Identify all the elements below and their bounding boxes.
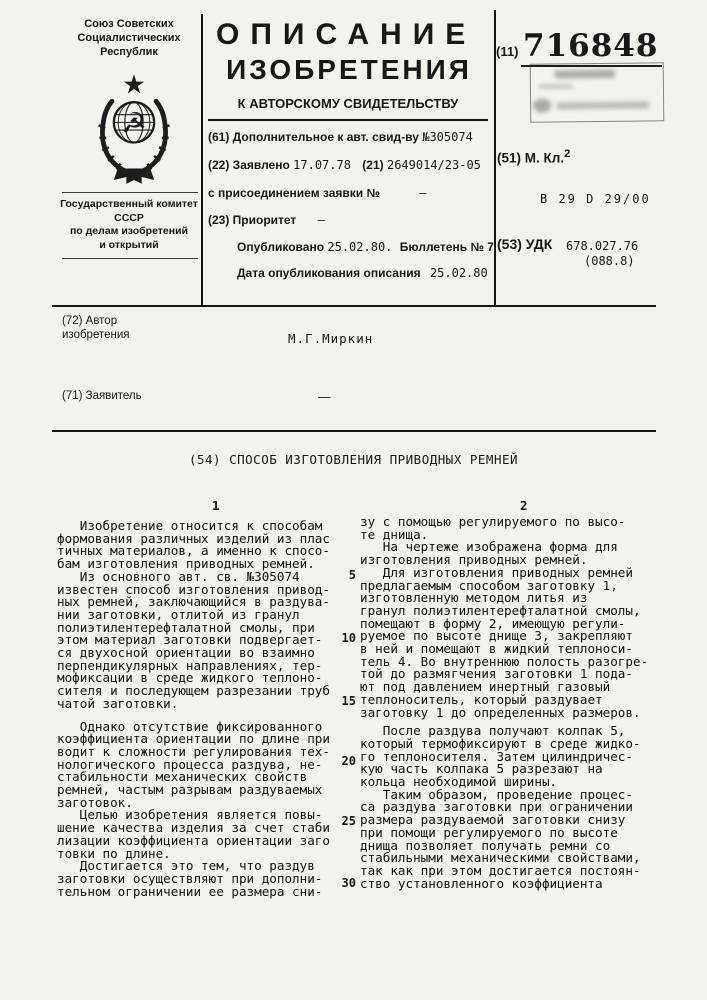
udk-value: 678.027.76 (566, 239, 639, 253)
body-column-2-part-1: зу с помощью регулируемого по высо- те днища. На чертеже изображена форма для изготовления приводных ремней. Для изготовления приводных ремней предлагаемым способом заготовку 1, изготовленную методом литья из гранул полиэтилентерефталатной смолы, помещают в форму 2, имеющую регули- руемое по высоте днище 3, закрепляют в ней и помещают в жидкий теплоноси- тель 4. Во внутреннюю полость разогре- той до размягчения заготовки 1 пода- ют под давлением инертный газовый теплоноситель, который раздувает заготовку 1 до определенных размеров. (360, 514, 649, 720)
header-divider-left (201, 14, 203, 306)
body-column-2 (360, 516, 648, 890)
bib-desc-date-value: 25.02.80 (429, 266, 488, 280)
column-2-number: 2 (520, 498, 528, 513)
bib-field-21-value: 2649014/23-05 (386, 158, 481, 172)
bib-desc-date-label: Дата опубликования описания (237, 266, 421, 280)
pub-number: 716848 (521, 28, 662, 67)
committee-name: Государственный комитет СССР по делам изобретений и открытий (60, 198, 198, 251)
svg-text:☭: ☭ (121, 105, 147, 140)
horizontal-rule-top (52, 305, 656, 307)
bib-field-attach-label: с присоединением заявки № (208, 186, 380, 200)
bib-field-61 (208, 130, 473, 144)
doc-subtitle: К АВТОРСКОМУ СВИДЕТЕЛЬСТВУ (208, 96, 488, 121)
line-number-20: 20 (341, 754, 356, 768)
bib-field-22-label: (22) Заявлено (208, 158, 290, 172)
doc-title-line2: ИЗОБРЕТЕНИЯ (226, 54, 472, 85)
bib-field-attach (208, 186, 426, 200)
horizontal-rule-bottom (52, 430, 656, 432)
bib-field-desc-date (237, 266, 488, 280)
applicant-field-label: (71) Заявитель (62, 390, 142, 402)
divider-committee-top (62, 192, 198, 193)
column-1-number: 1 (212, 498, 220, 513)
intl-class-label (497, 148, 570, 166)
line-number-15: 15 (341, 694, 356, 708)
udk-value-2: (088.8) (584, 254, 635, 268)
bib-field-22-value: 17.07.78 (293, 158, 351, 172)
bib-field-attach-value: — (419, 186, 427, 200)
body-column-2-part-2: После раздува получают колпак 5, который термофиксируют в среде жидко- го теплоносителя. Затем цилиндричес- кую часть колпака 5 разрезают на кольца необходимой ширины. Таким образом, проведение процес- са раздува заготовки при ограничении размера раздуваемой заготовки снизу при помощи регулируемого по высоте днища позволяет получать ремни со стабильными механическими свойствами, так как при этом достигается постоян- ство установленного коэффициента (360, 723, 641, 891)
body-column-1 (57, 520, 330, 898)
bib-field-23-label: (23) Приоритет (208, 213, 297, 227)
invention-title: (54) СПОСОБ ИЗГОТОВЛЕНИЯ ПРИВОДНЫХ РЕМНЕЙ (188, 452, 519, 467)
applicant-value: — (318, 390, 331, 404)
line-number-10: 10 (341, 631, 356, 645)
bib-field-61-value: №305074 (422, 130, 473, 144)
ussr-coat-of-arms-icon (86, 72, 182, 195)
bib-field-23 (208, 213, 325, 227)
intl-class-sup: 2 (564, 148, 571, 160)
line-number-30: 30 (341, 876, 356, 890)
doc-title-line1: ОПИСАНИЕ (216, 18, 477, 51)
registration-stamp (530, 62, 665, 122)
body-column-1-part-2: Однако отсутствие фиксированного коэффициента ориентации по длине при водит к сложности регулирования тех- нологического процесса раздува, не- стабильности механических свойств ремней, частым разрывам раздуваемых заготовок. Целью изобретения является повы- шение качества изделия за счет стаби лизации коэффициента ориентации заго товки по длине. Достигается это тем, что раздув заготовки осуществляют при дополни- тельном ограничении ее размера сни- (57, 718, 330, 899)
bib-published-value: 25.02.80. (327, 240, 393, 254)
bib-published-label: Опубликовано (237, 240, 325, 254)
line-number-5: 5 (348, 568, 356, 582)
udk-label: (53) УДК (497, 236, 553, 252)
author-name: М.Г.Миркин (288, 331, 374, 346)
bib-field-21-label: (21) (362, 158, 384, 172)
body-column-1-part-1: Изобретение относится к способам формования различных изделий из плас тичных материалов, а именно к спосо- бам изготовления приводных ремней. Из основного авт. св. №305074 известен способ изготовления привод- ных ремней, заключающийся в раздува- нии заготовки, отлитой из гранул полиэтилентерефталатной смолы, при этом материал заготовки подвергает- ся двухосной ориентации во взаимно перпендикулярных направлениях, тер- мофиксации в среде жидкого теплоно- сителя и последующем разрезании труб чатой заготовки. (57, 518, 330, 711)
bib-field-23-value: — (317, 213, 325, 227)
line-number-25: 25 (341, 814, 356, 828)
bib-field-61-label: (61) Дополнительное к авт. свид-ву (208, 130, 419, 144)
country-name: Союз Советских Социалистических Республик (77, 18, 181, 58)
author-field-label: (72) Автор изобретения (62, 315, 130, 341)
divider-committee-bottom (62, 258, 198, 259)
bib-field-22 (208, 158, 481, 172)
pub-number-prefix: (11) (496, 44, 519, 59)
bib-bulletin: Бюллетень № 7 (399, 240, 494, 254)
bib-field-published (237, 240, 494, 254)
intl-class-label-text: (51) М. Кл. (497, 150, 565, 166)
intl-class-value: В 29 D 29/00 (540, 192, 651, 206)
